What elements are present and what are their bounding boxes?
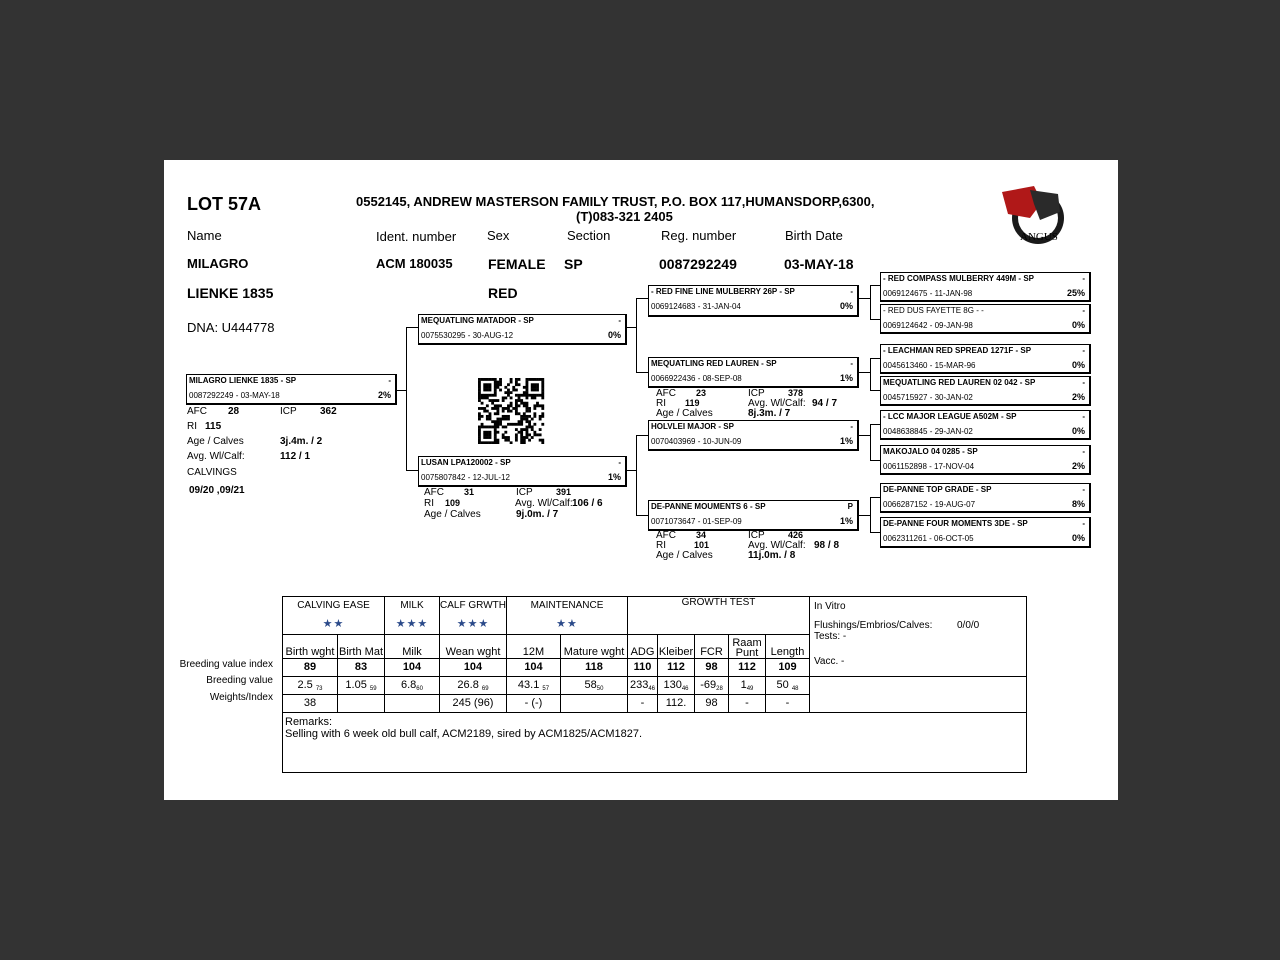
col-milk: Milk [385, 634, 440, 658]
pedigree-box-gg-8: DE-PANNE FOUR MOMENTS 3DE - SP - 0062311261 - 06-OCT-05 0% [880, 517, 1091, 548]
bv-length: 50 $_{48}$ [766, 676, 810, 694]
group-growth-test: GROWTH TEST [628, 597, 810, 635]
owner-line-1: 0552145, ANDREW MASTERSON FAMILY TRUST, P.O. BOX 117,HUMANSDORP,6300, [356, 194, 875, 209]
pedigree-box-gg-1: - RED COMPASS MULBERRY 449M - SP - 0069124675 - 11-JAN-98 25% [880, 272, 1091, 302]
row-label-bv: Breeding value [206, 675, 273, 686]
idx-birth-mat: 83 [338, 658, 385, 676]
pedigree-box-gg-5: - LCC MAJOR LEAGUE A502M - SP - 0048638845 - 29-JAN-02 0% [880, 410, 1091, 440]
remarks-panel: Remarks: Selling with 6 week old bull calf, ACM2189, sired by ACM1825/ACM1827. [283, 712, 1027, 772]
col-birth-wght: Birth wght [283, 634, 338, 658]
animal-color: RED [488, 285, 518, 301]
bv-raam-punt: $1_{49}$ [729, 676, 766, 694]
animal-dna: DNA: U444778 [187, 320, 275, 335]
idx-fcr: 98 [695, 658, 729, 676]
row-label-weights: Weights/Index [209, 692, 273, 703]
animal-birth: 03-MAY-18 [784, 256, 854, 272]
pedigree-sheet: LOT 57A 0552145, ANDREW MASTERSON FAMILY TRUST, P.O. BOX 117,HUMANSDORP,6300, (T)083-321 2405 ANGUS Name Ident. number Sex Section Reg. number Birth Date MILAGRO ACM 180035 FEMALE SP 0087292249 03-MAY-18 LIENKE 1835 RED DNA: U444778 MILAGRO LIENKE 1835 - SP - 0087292249 - 03-MAY-18 2% AFC 28 ICP 362 RI 115 Age / Calves 3j.4m. / 2 Avg. Wl/Calf: 112 / 1 CALVINGS 09/20 ,09/21 MEQUATLING MATADOR - SP - 0075530295 - 30-AUG-12 0% LUSAN LPA120002 - SP - 0075807842 - 12-JUL-12 1% AFC 31 ICP 391 RI 109 Avg. Wl/Calf: 106 / 6 Age / Calves 9j.0m. / 7 - RED FINE LINE MULBERRY 26P - SP - 0069124683 - 31-JAN-04 0% MEQUATLING RED LAUREN - SP - 0066922436 - 08-SEP-08 1% AFC 23 ICP 378 RI 119 Avg. Wl/Calf: 94 / 7 Age / Calves 8j.3m. / 7 HOLVLEI MAJOR - SP - 0070403969 - 10-JUN-09 1% DE-PANNE MOUMENTS 6 - SP P 0071073647 - 01-SEP-09 1% AFC 34 ICP 426 RI 101 Avg. Wl/Calf: 98 / 8 Age / Calves 11j.0m. / 8 - RED COMPASS MULBERRY 449M - SP - 0069124675 - 11-JAN-98 25% - RED DUS FAYETTE 8G - - - 0069124642 - 09-JAN-98 0% - LEACHMAN RED SPREAD 1271F - SP - 0045613460 - 15-MAR-96 0% MEQUATLING RED LAUREN 02 042 - SP - 0045715927 - 30-JAN-02 2% - LCC MAJOR LEAGUE A502M - SP - 0048638845 - 29-JAN-02 0% MAKOJALO 04 0285 - SP - 0061152898 - 17-NOV-04 2% DE-PANNE TOP GRADE - SP - 0066287152 - 19-AUG-07 8% DE-PANNE FOUR MOMENTS 3DE - SP - 0062311261 - 06-OCT-05 0% Breeding value index Breeding value Weights/Index CALVING EASE MILK CALF GRWTH MAINTENANCE GROWTH TEST In Vitro Flushings/Embrios/Calves: 0/0/0 Tests: - Vacc. - ★★ ★★★ ★★★ ★★ Birth wght Birth Mat Milk Wean wght 12M Mature wght ADG Kleiber FCR Raam Punt Length 89 83 104 104 104 118 110 112 98 112 109 2.5 $_{73}$ 1.05 $_{59}$ $6.8_{60}$ 26.8 $_{69}$ 43.1 $_{57}$ $58_{50}$ $233_{46}$ $130_{46}$ $-69_{28}$ $1_{49}$ 50 $_{48}$ 38 245 (96) - (-) - 112. 98 - - Remarks: Selling with 6 week old bull calf, ACM2189, sired by ACM1825/ACM1827. [164, 160, 1118, 800]
pedigree-box-subject: MILAGRO LIENKE 1835 - SP - 0087292249 - 03-MAY-18 2% [186, 374, 397, 405]
idx-milk: 104 [385, 658, 440, 676]
idx-adg: 110 [628, 658, 658, 676]
bv-birth-wght: 2.5 $_{73}$ [283, 676, 338, 694]
row-label-index: Breeding value index [179, 659, 273, 670]
group-maintenance: MAINTENANCE [507, 597, 628, 615]
wt-kleiber: 112. [658, 694, 695, 712]
idx-12m: 104 [507, 658, 561, 676]
bv-kleiber: $130_{46}$ [658, 676, 695, 694]
pedigree-box-gg-7: DE-PANNE TOP GRADE - SP - 0066287152 - 19-AUG-07 8% [880, 483, 1091, 513]
wt-12m: - (-) [507, 694, 561, 712]
col-fcr: FCR [695, 634, 729, 658]
label-reg: Reg. number [661, 228, 737, 243]
animal-sex: FEMALE [488, 256, 546, 272]
pedigree-box-sire-sire: - RED FINE LINE MULBERRY 26P - SP - 0069124683 - 31-JAN-04 0% [648, 285, 859, 317]
bv-12m: 43.1 $_{57}$ [507, 676, 561, 694]
stars-maintenance: ★★ [507, 614, 628, 634]
stars-calving-ease: ★★ [283, 614, 385, 634]
bv-fcr: $-69_{28}$ [695, 676, 729, 694]
pedigree-box-gg-2: - RED DUS FAYETTE 8G - - - 0069124642 - 09-JAN-98 0% [880, 304, 1091, 334]
wt-fcr: 98 [695, 694, 729, 712]
animal-ident: ACM 180035 [376, 256, 453, 271]
idx-kleiber: 112 [658, 658, 695, 676]
wt-length: - [766, 694, 810, 712]
svg-text:ANGUS: ANGUS [1020, 231, 1058, 243]
group-milk: MILK [385, 597, 440, 615]
label-name: Name [187, 228, 222, 243]
bv-adg: $233_{46}$ [628, 676, 658, 694]
col-mature-wght: Mature wght [561, 634, 628, 658]
qr-code [478, 378, 546, 444]
group-calf-growth: CALF GRWTH [440, 597, 507, 615]
col-length: Length [766, 634, 810, 658]
pedigree-box-dam-dam: DE-PANNE MOUMENTS 6 - SP P 0071073647 - 01-SEP-09 1% [648, 500, 859, 531]
wt-raam-punt: - [729, 694, 766, 712]
invitro-panel: In Vitro Flushings/Embrios/Calves: 0/0/0 Tests: - Vacc. - [810, 597, 1027, 677]
idx-length: 109 [766, 658, 810, 676]
stars-calf-growth: ★★★ [440, 614, 507, 634]
pedigree-box-sire: MEQUATLING MATADOR - SP - 0075530295 - 30-AUG-12 0% [418, 314, 627, 345]
idx-birth-wght: 89 [283, 658, 338, 676]
pedigree-box-sire-dam: MEQUATLING RED LAUREN - SP - 0066922436 - 08-SEP-08 1% [648, 357, 859, 388]
stars-milk: ★★★ [385, 614, 440, 634]
wt-mature-wght [561, 694, 628, 712]
label-birth: Birth Date [785, 228, 843, 243]
bv-milk: $6.8_{60}$ [385, 676, 440, 694]
pedigree-box-gg-3: - LEACHMAN RED SPREAD 1271F - SP - 0045613460 - 15-MAR-96 0% [880, 344, 1091, 374]
wt-adg: - [628, 694, 658, 712]
idx-wean-wght: 104 [440, 658, 507, 676]
bv-wean-wght: 26.8 $_{69}$ [440, 676, 507, 694]
col-adg: ADG [628, 634, 658, 658]
col-kleiber: Kleiber [658, 634, 695, 658]
bv-mature-wght: $58_{50}$ [561, 676, 628, 694]
pedigree-box-dam: LUSAN LPA120002 - SP - 0075807842 - 12-JUL-12 1% [418, 456, 627, 487]
lot-number: LOT 57A [187, 194, 262, 214]
label-ident: Ident. number [376, 229, 457, 244]
group-calving-ease: CALVING EASE [283, 597, 385, 615]
animal-name-1: MILAGRO [187, 256, 249, 271]
pedigree-box-gg-6: MAKOJALO 04 0285 - SP - 0061152898 - 17-NOV-04 2% [880, 445, 1091, 475]
breeding-values-table [282, 596, 1027, 773]
pedigree-box-dam-sire: HOLVLEI MAJOR - SP - 0070403969 - 10-JUN-09 1% [648, 420, 859, 451]
col-raam-punt: Raam Punt [729, 634, 766, 658]
animal-name-2: LIENKE 1835 [187, 285, 274, 301]
animal-reg: 0087292249 [659, 256, 737, 272]
wt-birth-wght: 38 [283, 694, 338, 712]
col-birth-mat: Birth Mat [338, 634, 385, 658]
bv-birth-mat: 1.05 $_{59}$ [338, 676, 385, 694]
label-section: Section [567, 228, 611, 243]
pedigree-box-gg-4: MEQUATLING RED LAUREN 02 042 - SP - 0045715927 - 30-JAN-02 2% [880, 376, 1091, 406]
col-12m: 12M [507, 634, 561, 658]
wt-birth-mat [338, 694, 385, 712]
label-sex: Sex [487, 228, 510, 243]
wt-wean-wght: 245 (96) [440, 694, 507, 712]
idx-mature-wght: 118 [561, 658, 628, 676]
owner-line-2: (T)083-321 2405 [576, 209, 673, 224]
animal-section: SP [564, 256, 583, 272]
col-wean-wght: Wean wght [440, 634, 507, 658]
wt-milk [385, 694, 440, 712]
angus-logo [1000, 184, 1066, 248]
idx-raam-punt: 112 [729, 658, 766, 676]
